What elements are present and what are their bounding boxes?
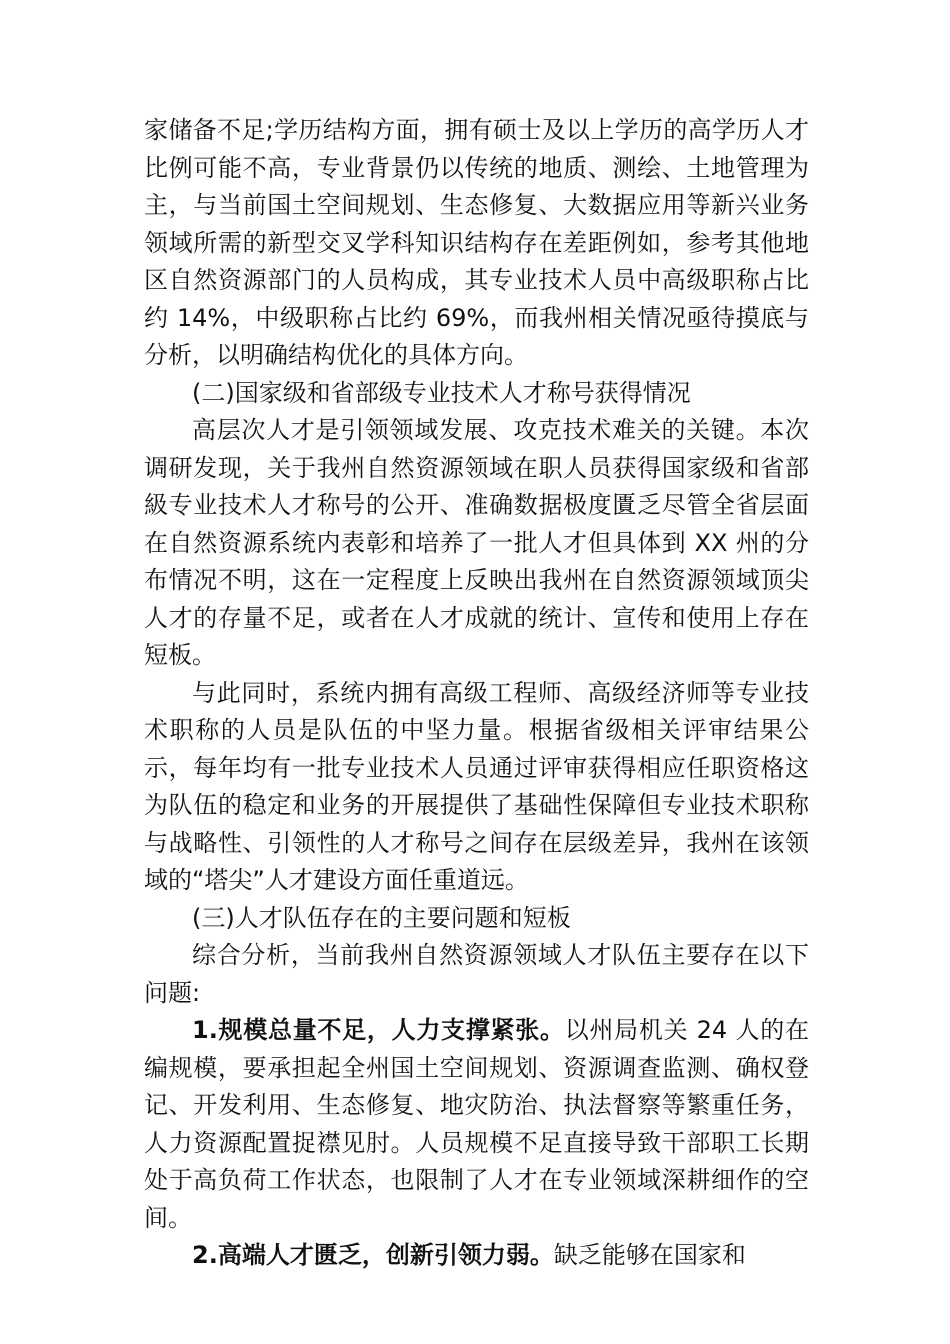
paragraph-professional-titles: 与此同时，系统内拥有高级工程师、高级经济师等专业技术职称的人员是队伍的中坚力量。根据省级相关评审结果公示，每年均有一批专业技术人员通过评审获得相应任职资格这为队伍的稳定和业务的开展提供了基础性保障但专业技术职称与战略性、引领性的人才称号之间存在层级差异，我州在该领域的“塔尖”人才建设方面任重道远。 xyxy=(144,678,809,894)
section-heading-problems: (三)人才队伍存在的主要问题和短板 xyxy=(192,903,571,932)
paragraph-education-structure: 家储备不足;学历结构方面，拥有硕士及以上学历的高学历人才比例可能不高，专业背景仍以传统的地质、测绘、土地管理为主，与当前国土空间规划、生态修复、大数据应用等新兴业务领域所需的新型交叉学科知识结构存在差距例如，参考其他地区自然资源部门的人员构成，其专业技术人员中高级职称占比约 14%，中级职称占比约 69%，而我州相关情况亟待摸底与分析，以明确结构优化的具体方向。 xyxy=(144,116,809,369)
paragraph-high-level-talent: 高层次人才是引领领域发展、攻克技术难关的关键。本次调研发现，关于我州自然资源领域在职人员获得国家级和省部級专业技术人才称号的公开、准确数据极度匱乏尽管全省层面在自然资源系统内表彰和培养了一批人才但具体到 XX 州的分布情况不明，这在一定程度上反映出我州在自然资源领域顶尖人才的存量不足，或者在人才成就的统计、宣传和使用上存在短板。 xyxy=(144,416,809,669)
paragraph-summary: 综合分析，当前我州自然资源领域人才队伍主要存在以下问题: xyxy=(144,941,809,1007)
paragraph-problem-2 xyxy=(144,1237,809,1275)
paragraph-problem-1 xyxy=(144,1012,809,1237)
problem-1-text: 以州局机关 24 人的在编规模，要承担起全州国土空间规划、资源调查监测、确权登记、开发利用、生态修复、地灾防治、执法督察等繁重任务，人力资源配置捉襟见肘。人员规模不足直接导致干部职工长期处于高负荷工作状态，也限制了人才在专业领域深耕细作的空间。 xyxy=(144,1016,809,1232)
section-heading-talent-titles: (二)国家级和省部级专业技术人才称号获得情况 xyxy=(192,378,691,407)
problem-2-text: 缺乏能够在国家和 xyxy=(553,1241,746,1269)
problem-2-heading: 2.高端人才匮乏，创新引领力弱。 xyxy=(192,1241,554,1269)
document-body xyxy=(144,112,809,1275)
problem-1-heading: 1.规模总量不足，人力支撑紧张。 xyxy=(192,1016,565,1044)
